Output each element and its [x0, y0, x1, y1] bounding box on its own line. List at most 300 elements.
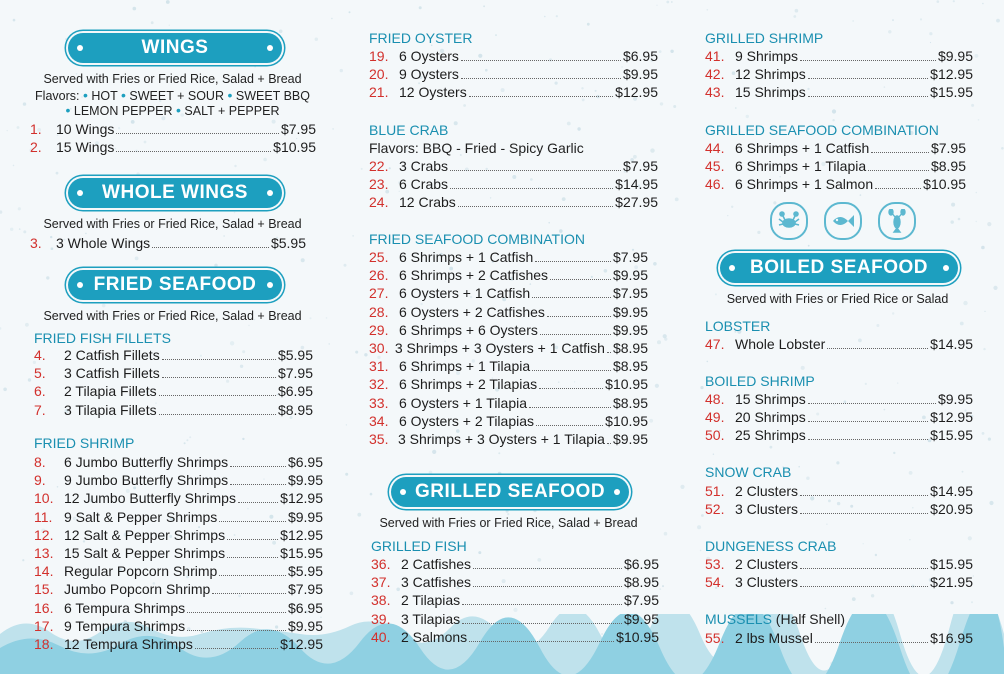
- item-price: $7.95: [287, 581, 323, 598]
- dot-leader: [875, 188, 921, 189]
- dot-leader: [800, 568, 928, 569]
- item-price: $12.95: [280, 526, 323, 543]
- menu-item: [705, 426, 973, 444]
- dot-leader: [800, 586, 928, 587]
- item-number: 10.: [34, 490, 54, 507]
- dot-leader: [607, 443, 611, 444]
- item-price: $9.95: [622, 66, 658, 83]
- item-price: $14.95: [615, 176, 658, 193]
- dot-leader: [230, 484, 286, 485]
- item-number: 11.: [34, 508, 53, 525]
- grilled-shrimp-heading: GRILLED SHRIMP: [705, 30, 824, 46]
- menu-item: [34, 401, 313, 419]
- blue-crab-flavors: Flavors: BBQ - Fried - Spicy Garlic: [369, 140, 584, 156]
- item-name: 15 Shrimps: [735, 391, 806, 407]
- menu-item: [369, 394, 648, 412]
- dungeness-crab-heading: DUNGENESS CRAB: [705, 538, 837, 554]
- blue-crab-items: [369, 157, 658, 212]
- item-number: 34.: [369, 412, 389, 429]
- item-name: 12 Oysters: [399, 84, 467, 101]
- item-number: 2.: [30, 139, 42, 156]
- item-number: 44.: [705, 140, 725, 156]
- item-name: 6 Shrimps + 1 Salmon: [735, 176, 874, 193]
- item-number: 5.: [34, 365, 46, 382]
- mussels-items: [705, 629, 973, 647]
- menu-item: [705, 47, 973, 65]
- fried-oyster-heading: FRIED OYSTER: [369, 30, 473, 46]
- item-price: $9.95: [612, 303, 648, 320]
- menu-item: [371, 591, 659, 609]
- item-number: 50.: [705, 427, 725, 444]
- boiled-shrimp-heading: BOILED SHRIMP: [705, 373, 815, 389]
- menu-item: [30, 234, 306, 252]
- item-price: $12.95: [930, 409, 973, 426]
- item-price: $8.95: [612, 394, 648, 411]
- menu-item: [34, 508, 323, 526]
- item-number: 32.: [369, 376, 389, 393]
- dot-leader: [539, 388, 603, 389]
- item-name: 6 Shrimps + 6 Oysters: [399, 321, 538, 338]
- item-number: 51.: [705, 483, 725, 499]
- item-price: $5.95: [270, 235, 306, 251]
- item-name: 9 Jumbo Butterfly Shrimps: [64, 472, 229, 489]
- item-price: $14.95: [930, 336, 973, 352]
- item-price: $15.95: [280, 544, 323, 561]
- item-price: $10.95: [923, 176, 966, 193]
- wings-items: [30, 120, 316, 156]
- item-number: 36.: [371, 556, 391, 572]
- fish-icon: [824, 202, 862, 240]
- item-number: 42.: [705, 66, 725, 83]
- fried-seafood-note: Served with Fries or Fried Rice, Salad + Bread: [43, 309, 302, 323]
- dot-leader: [230, 466, 286, 467]
- dot-leader: [116, 133, 279, 134]
- item-price: $12.95: [930, 66, 973, 83]
- menu-item: [369, 339, 648, 357]
- menu-item: [369, 357, 648, 375]
- menu-item: [369, 430, 648, 448]
- dot-leader: [159, 414, 276, 415]
- item-name: 12 Salt & Pepper Shrimps: [64, 526, 226, 543]
- item-price: $9.95: [612, 321, 648, 338]
- item-price: $6.95: [623, 556, 659, 572]
- item-number: 17.: [34, 617, 54, 634]
- dot-leader: [469, 641, 614, 642]
- item-price: $7.95: [277, 365, 313, 382]
- item-number: 12.: [34, 526, 54, 543]
- item-name: 3 Whole Wings: [56, 235, 151, 251]
- dot-leader: [607, 352, 611, 353]
- item-name: 2 Tilapias: [401, 592, 461, 609]
- dot-leader: [800, 60, 936, 61]
- item-name: 6 Oysters + 2 Tilapias: [399, 412, 535, 429]
- item-name: 3 Catfish Fillets: [64, 365, 160, 382]
- item-name: 15 Salt & Pepper Shrimps: [64, 544, 226, 561]
- item-number: 16.: [34, 599, 54, 616]
- item-price: $15.95: [930, 427, 973, 444]
- item-number: 4.: [34, 347, 46, 363]
- item-number: 19.: [369, 48, 389, 64]
- item-name: 9 Shrimps: [735, 48, 799, 64]
- dot-leader: [450, 188, 613, 189]
- item-name: 6 Oysters + 2 Catfishes: [399, 303, 545, 320]
- menu-item: [705, 83, 973, 101]
- item-name: 3 Shrimps + 3 Oysters + 1 Catfish: [394, 339, 605, 356]
- dot-leader: [458, 206, 613, 207]
- dot-leader: [800, 513, 928, 514]
- item-price: $12.95: [280, 635, 323, 652]
- item-number: 33.: [369, 394, 389, 411]
- menu-item: [369, 248, 648, 266]
- item-price: $16.95: [930, 630, 973, 646]
- menu-item: [34, 580, 323, 598]
- item-number: 24.: [369, 194, 389, 211]
- dot-leader: [227, 539, 278, 540]
- item-number: 39.: [371, 610, 391, 627]
- item-number: 30.: [369, 339, 389, 356]
- menu-item: [369, 412, 648, 430]
- item-price: $9.95: [287, 617, 323, 634]
- menu-item: [34, 453, 323, 471]
- item-name: 3 Crabs: [399, 158, 449, 174]
- item-price: $7.95: [280, 121, 316, 137]
- item-number: 26.: [369, 267, 389, 284]
- item-number: 25.: [369, 249, 389, 265]
- snow-crab-items: [705, 482, 973, 518]
- item-name: 12 Shrimps: [735, 66, 806, 83]
- item-price: $9.95: [287, 472, 323, 489]
- whole-wings-note: Served with Fries or Fried Rice, Salad + Bread: [43, 217, 302, 231]
- menu-item: [705, 390, 973, 408]
- item-name: 3 Tilapia Fillets: [64, 401, 157, 418]
- dot-leader: [162, 359, 276, 360]
- grilled-shrimp-items: [705, 47, 973, 102]
- item-price: $9.95: [937, 48, 973, 64]
- menu-item: [705, 629, 973, 647]
- grilled-fish-heading: GRILLED FISH: [371, 538, 467, 554]
- fried-seafood-combination-heading: FRIED SEAFOOD COMBINATION: [369, 231, 585, 247]
- item-price: $21.95: [930, 574, 973, 591]
- item-name: 6 Jumbo Butterfly Shrimps: [64, 454, 229, 470]
- fried-fish-fillets-items: [34, 346, 313, 419]
- dot-leader: [152, 247, 269, 248]
- item-number: 38.: [371, 592, 391, 609]
- lobster-items: [705, 335, 973, 353]
- item-name: 25 Shrimps: [735, 427, 806, 444]
- item-number: 6.: [34, 383, 46, 400]
- item-price: $8.95: [930, 158, 966, 175]
- item-number: 15.: [34, 581, 54, 598]
- item-name: 2 Tilapia Fillets: [64, 383, 157, 400]
- menu-item: [369, 266, 648, 284]
- menu-item: [371, 628, 659, 646]
- item-number: 8.: [34, 454, 46, 470]
- item-number: 28.: [369, 303, 389, 320]
- menu-item: [34, 364, 313, 382]
- grilled-seafood-title: GRILLED SEAFOOD: [414, 481, 606, 502]
- menu-item: [369, 65, 658, 83]
- item-number: 46.: [705, 176, 725, 193]
- dot-leader: [227, 557, 278, 558]
- item-price: $5.95: [287, 563, 323, 580]
- item-name: 6 Shrimps + 1 Tilapia: [735, 158, 867, 175]
- item-price: $6.95: [287, 599, 323, 616]
- item-price: $12.95: [615, 84, 658, 101]
- fried-seafood-title: FRIED SEAFOOD: [93, 274, 257, 295]
- item-price: $5.95: [277, 347, 313, 363]
- menu-item: [705, 157, 966, 175]
- item-price: $14.95: [930, 483, 973, 499]
- item-name: 9 Oysters: [399, 66, 459, 83]
- item-price: $15.95: [930, 84, 973, 101]
- item-name: 15 Wings: [56, 139, 115, 156]
- item-number: 48.: [705, 391, 725, 407]
- item-number: 37.: [371, 574, 391, 591]
- dot-leader: [469, 96, 613, 97]
- menu-item: [369, 157, 658, 175]
- item-price: $15.95: [930, 556, 973, 572]
- dot-leader: [800, 495, 928, 496]
- grilled-fish-items: [371, 555, 659, 646]
- item-number: 45.: [705, 158, 725, 175]
- menu-item: [34, 635, 323, 653]
- item-name: 6 Oysters: [399, 48, 459, 64]
- boiled-seafood-title: BOILED SEAFOOD: [749, 257, 928, 278]
- item-name: 3 Clusters: [735, 501, 799, 518]
- item-number: 43.: [705, 84, 725, 101]
- item-price: $9.95: [612, 430, 648, 447]
- fried-seafood-banner: [68, 270, 282, 300]
- dot-leader: [473, 586, 622, 587]
- item-number: 49.: [705, 409, 725, 426]
- menu-item: [369, 175, 658, 193]
- boiled-seafood-banner: [720, 253, 958, 283]
- fried-fish-fillets-heading: FRIED FISH FILLETS: [34, 330, 171, 346]
- item-name: 12 Crabs: [399, 194, 456, 211]
- dot-leader: [473, 568, 622, 569]
- item-price: $12.95: [280, 490, 323, 507]
- item-name: 6 Shrimps + 2 Tilapias: [399, 376, 538, 393]
- menu-item: [369, 321, 648, 339]
- item-number: 14.: [34, 563, 54, 580]
- dot-leader: [827, 348, 928, 349]
- boiled-shrimp-items: [705, 390, 973, 445]
- menu-item: [705, 482, 973, 500]
- item-number: 22.: [369, 158, 389, 174]
- item-price: $9.95: [287, 508, 323, 525]
- mussels-heading: MUSSELS (Half Shell): [705, 611, 846, 627]
- dot-leader: [195, 648, 278, 649]
- wings-flavors-line-1: Flavors: • HOT • SWEET + SOUR • SWEET BBQ: [35, 87, 310, 103]
- menu-item: [369, 375, 648, 393]
- blue-crab-heading: BLUE CRAB: [369, 122, 449, 138]
- menu-item: [369, 83, 658, 101]
- item-number: 3.: [30, 235, 42, 251]
- grilled-seafood-combination-items: [705, 139, 966, 194]
- dot-leader: [219, 575, 286, 576]
- dot-leader: [450, 170, 621, 171]
- dot-leader: [238, 502, 278, 503]
- item-name: 12 Tempura Shrimps: [64, 635, 193, 652]
- item-price: $7.95: [612, 285, 648, 302]
- menu-item: [34, 544, 323, 562]
- item-price: $9.95: [623, 610, 659, 627]
- dot-leader: [116, 151, 271, 152]
- item-price: $8.95: [623, 574, 659, 591]
- menu-item: [371, 573, 659, 591]
- dot-leader: [212, 593, 286, 594]
- item-name: 9 Salt & Pepper Shrimps: [64, 508, 218, 525]
- dot-leader: [162, 377, 276, 378]
- item-number: 55.: [705, 630, 725, 646]
- dot-leader: [187, 630, 286, 631]
- grilled-seafood-banner: [391, 477, 629, 507]
- item-name: 2 Clusters: [735, 483, 799, 499]
- item-price: $7.95: [612, 249, 648, 265]
- menu-item: [371, 555, 659, 573]
- menu-item: [34, 382, 313, 400]
- wings-flavors-line-2: • LEMON PEPPER • SALT + PEPPER: [65, 102, 280, 118]
- item-number: 54.: [705, 574, 725, 591]
- whole-wings-title: WHOLE WINGS: [102, 182, 248, 203]
- menu-item: [369, 47, 658, 65]
- dungeness-crab-items: [705, 555, 973, 591]
- dot-leader: [532, 370, 611, 371]
- item-name: 3 Shrimps + 3 Oysters + 1 Tilapia: [397, 430, 605, 447]
- item-name: 6 Oysters + 1 Catfish: [399, 285, 531, 302]
- item-name: 20 Shrimps: [735, 409, 806, 426]
- item-number: 18.: [34, 635, 54, 652]
- menu-item: [34, 599, 323, 617]
- dot-leader: [219, 521, 286, 522]
- item-name: 6 Crabs: [399, 176, 449, 193]
- wings-note: Served with Fries or Fried Rice, Salad + Bread: [43, 72, 302, 86]
- dot-leader: [815, 642, 928, 643]
- item-number: 13.: [34, 544, 54, 561]
- item-price: $8.95: [277, 401, 313, 418]
- item-name: 2 Catfish Fillets: [64, 347, 160, 363]
- item-price: $10.95: [616, 628, 659, 645]
- lobster-icon: [878, 202, 916, 240]
- item-price: $10.95: [273, 139, 316, 156]
- item-number: 47.: [705, 336, 725, 352]
- item-number: 29.: [369, 321, 389, 338]
- dot-leader: [187, 612, 286, 613]
- menu-item: [369, 303, 648, 321]
- dot-leader: [461, 78, 621, 79]
- boiled-seafood-note: Served with Fries or Fried Rice or Salad: [726, 292, 949, 306]
- menu-item: [34, 562, 323, 580]
- item-price: $6.95: [287, 454, 323, 470]
- item-price: $10.95: [605, 412, 648, 429]
- menu-item: [705, 555, 973, 573]
- item-number: 53.: [705, 556, 725, 572]
- whole-wings-items: [30, 234, 306, 252]
- item-name: 2 lbs Mussel: [735, 630, 813, 646]
- item-number: 21.: [369, 84, 389, 101]
- dot-leader: [532, 297, 611, 298]
- menu-item: [34, 526, 323, 544]
- fried-oyster-items: [369, 47, 658, 102]
- seafood-icons: [770, 202, 916, 240]
- item-price: $20.95: [930, 501, 973, 518]
- menu-item: [34, 471, 323, 489]
- dot-leader: [461, 60, 621, 61]
- dot-leader: [536, 425, 603, 426]
- item-price: $7.95: [623, 592, 659, 609]
- dot-leader: [871, 152, 929, 153]
- item-number: 31.: [369, 358, 389, 375]
- whole-wings-banner: [68, 178, 282, 208]
- dot-leader: [159, 395, 276, 396]
- item-name: 3 Catfishes: [401, 574, 472, 591]
- item-price: $10.95: [605, 376, 648, 393]
- lobster-heading: LOBSTER: [705, 318, 771, 334]
- item-name: 3 Clusters: [735, 574, 799, 591]
- wings-banner: [68, 33, 282, 63]
- item-name: 6 Tempura Shrimps: [64, 599, 186, 616]
- item-name: 2 Salmons: [401, 628, 468, 645]
- item-price: $9.95: [612, 267, 648, 284]
- fried-seafood-combination-items: [369, 248, 648, 448]
- item-name: 10 Wings: [56, 121, 115, 137]
- crab-icon: [770, 202, 808, 240]
- menu-item: [369, 284, 648, 302]
- menu-item: [705, 573, 973, 591]
- item-name: 2 Catfishes: [401, 556, 472, 572]
- item-name: 15 Shrimps: [735, 84, 806, 101]
- item-name: 6 Shrimps + 1 Tilapia: [399, 358, 531, 375]
- item-name: Whole Lobster: [735, 336, 826, 352]
- menu-item: [705, 500, 973, 518]
- fried-shrimp-items: [34, 453, 323, 653]
- item-name: 6 Shrimps + 1 Catfish: [735, 140, 870, 156]
- item-name: 3 Tilapias: [401, 610, 461, 627]
- item-price: $6.95: [622, 48, 658, 64]
- dot-leader: [462, 623, 622, 624]
- item-price: $27.95: [615, 194, 658, 211]
- menu-item: [34, 617, 323, 635]
- item-number: 35.: [369, 430, 389, 447]
- dot-leader: [529, 407, 611, 408]
- item-number: 52.: [705, 501, 725, 518]
- menu-item: [705, 175, 966, 193]
- item-name: 6 Shrimps + 2 Catfishes: [399, 267, 549, 284]
- item-price: $8.95: [612, 358, 648, 375]
- item-name: Jumbo Popcorn Shrimp: [64, 581, 211, 598]
- item-number: 40.: [371, 628, 391, 645]
- item-price: $6.95: [277, 383, 313, 400]
- dot-leader: [550, 279, 611, 280]
- item-number: 20.: [369, 66, 389, 83]
- menu-item: [371, 610, 659, 628]
- item-number: 41.: [705, 48, 725, 64]
- dot-leader: [808, 439, 928, 440]
- snow-crab-heading: SNOW CRAB: [705, 464, 792, 480]
- grilled-seafood-note: Served with Fries or Fried Rice, Salad + Bread: [379, 516, 638, 530]
- item-name: 6 Shrimps + 1 Catfish: [399, 249, 534, 265]
- item-number: 9.: [34, 472, 46, 489]
- dot-leader: [535, 261, 611, 262]
- menu-item: [34, 346, 313, 364]
- wings-title: WINGS: [141, 37, 209, 58]
- menu-item: [34, 489, 323, 507]
- menu-item: [705, 65, 973, 83]
- item-price: $7.95: [622, 158, 658, 174]
- item-name: 6 Oysters + 1 Tilapia: [399, 394, 528, 411]
- dot-leader: [808, 78, 928, 79]
- dot-leader: [808, 421, 928, 422]
